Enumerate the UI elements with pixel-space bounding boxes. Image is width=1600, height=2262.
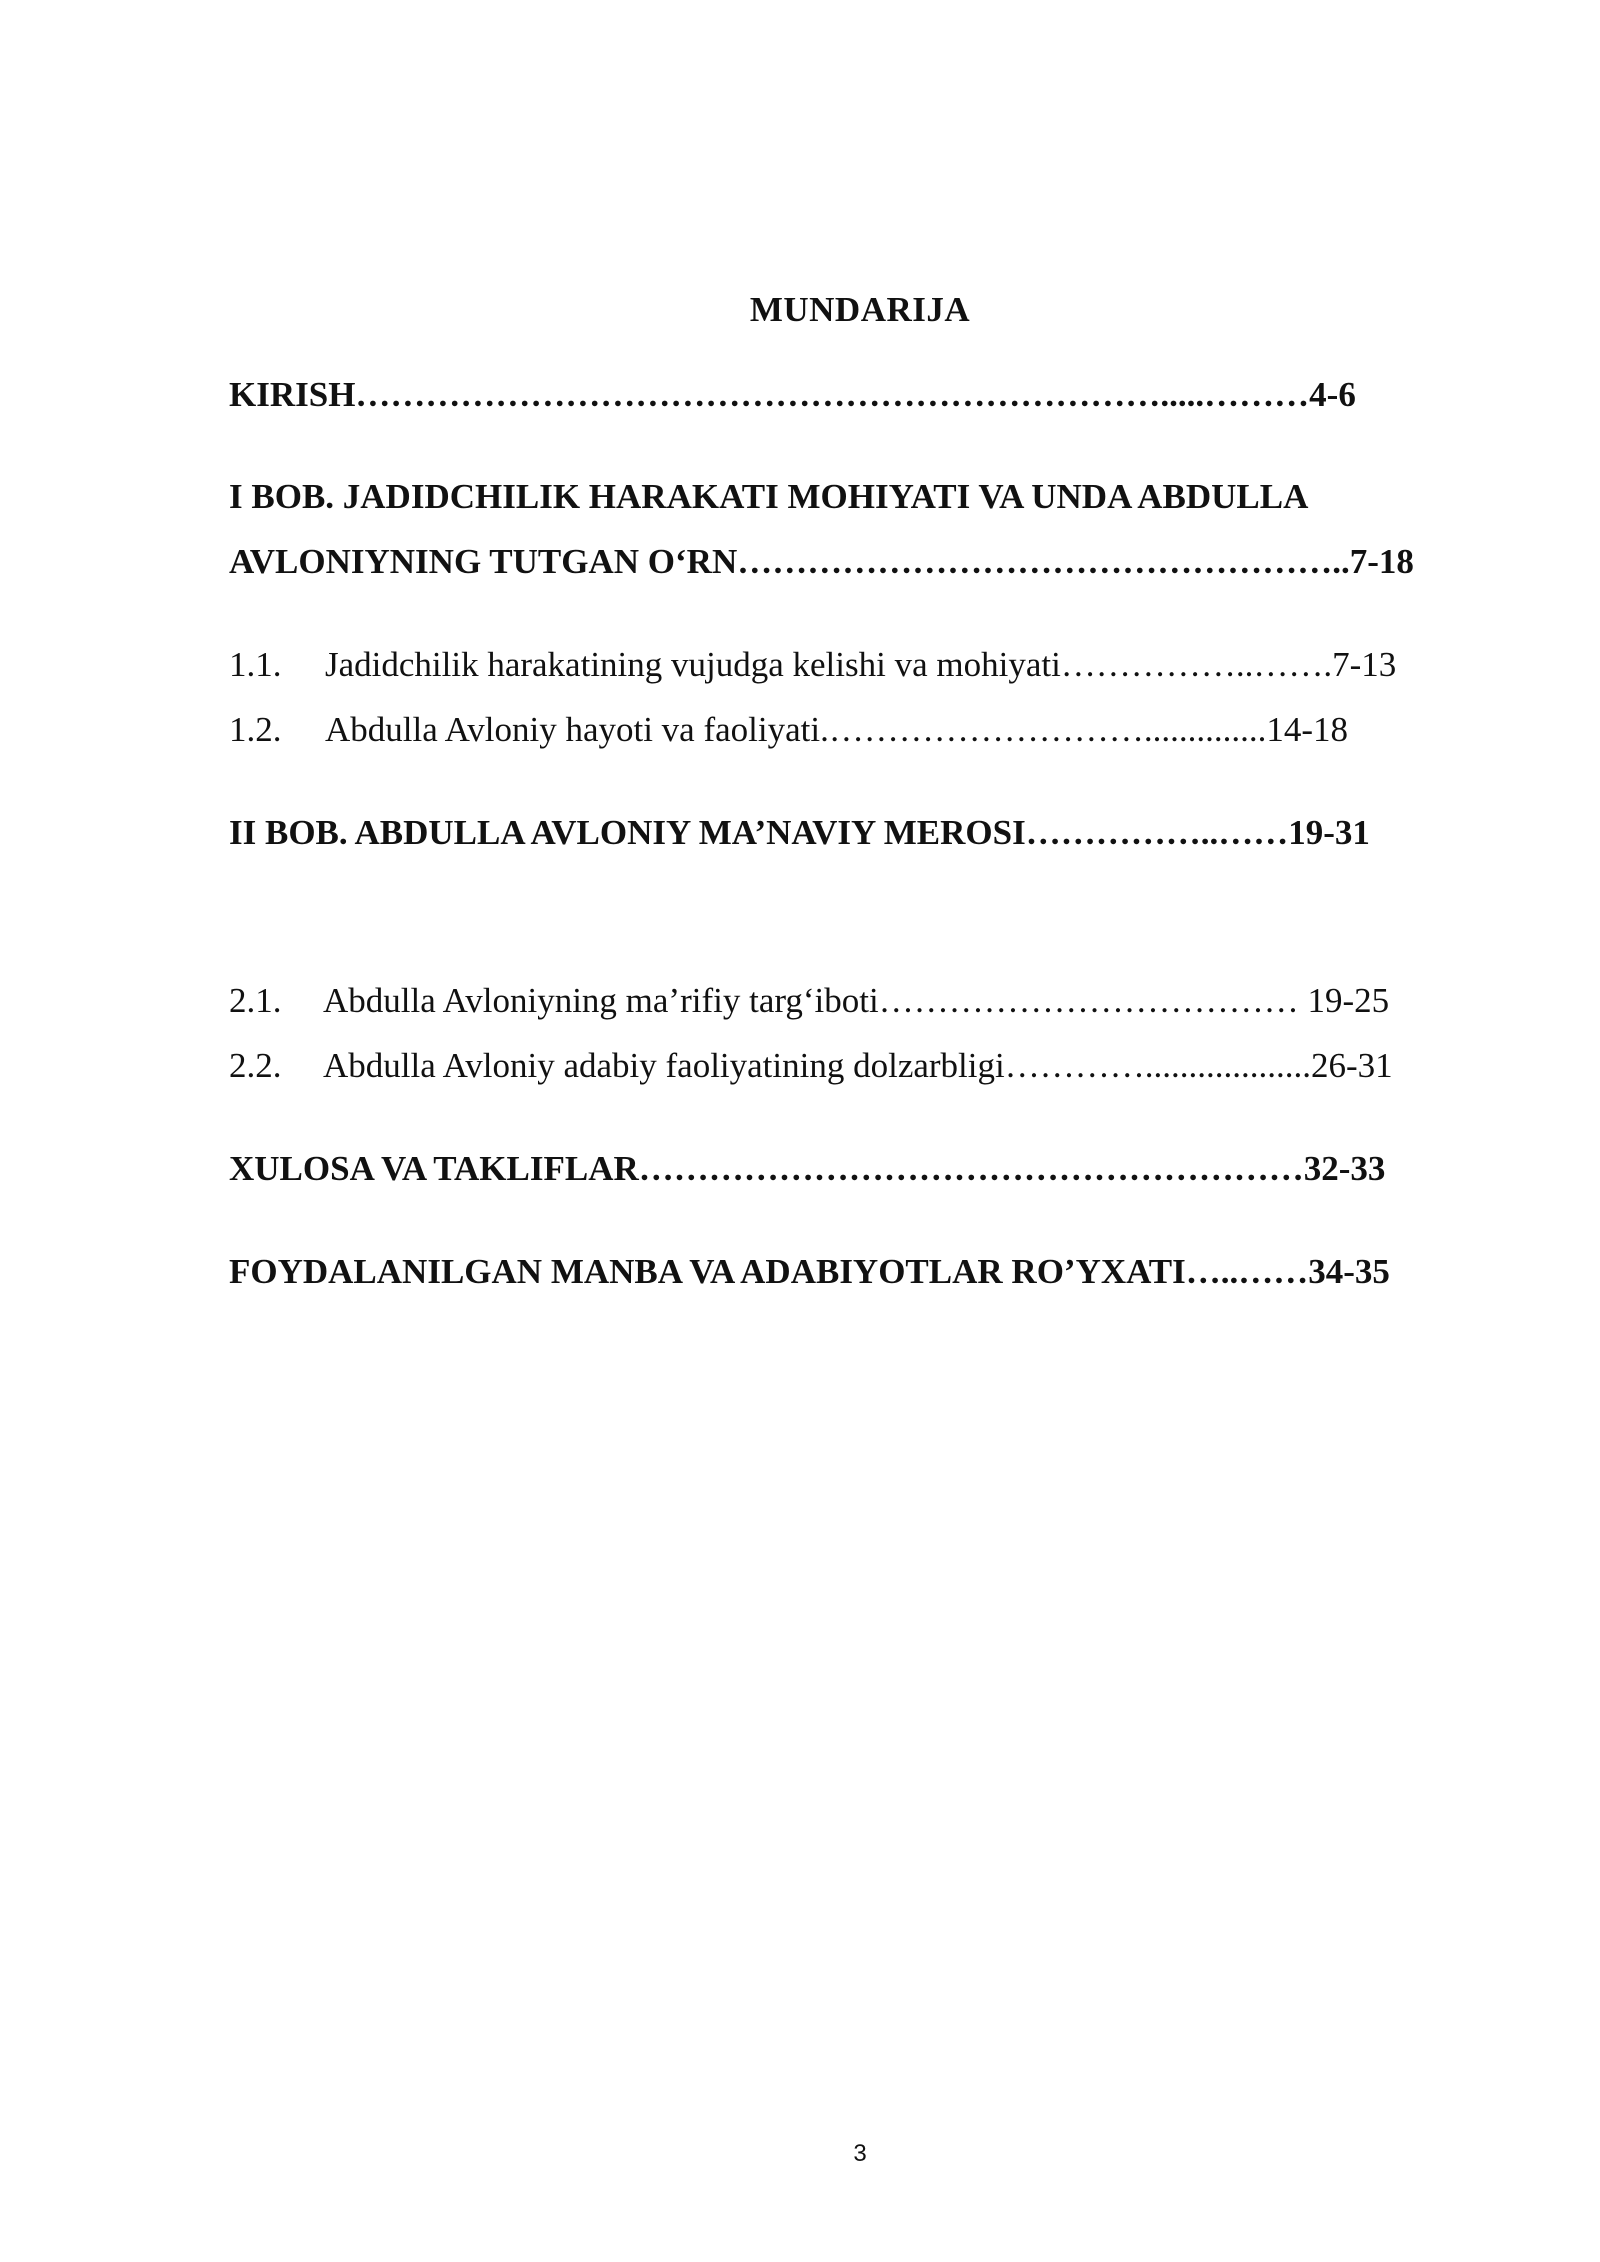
toc-entry-conclusion: XULOSA VA TAKLIFLAR…………………………………………………32-33 — [229, 1149, 1386, 1188]
toc-entry-references: FOYDALANILGAN MANBA VA ADABIYOTLAR RO’YXATI…..……34-35 — [229, 1252, 1390, 1291]
toc-entry-chapter2: II BOB. ABDULLA AVLONIY MA’NAVIY MEROSI……………..……19-31 — [229, 813, 1370, 852]
toc-entry-chapter1-line2: AVLONIYNING TUTGAN O‘RN……………………………………………..7-18 — [229, 542, 1414, 581]
page-number: 3 — [853, 2140, 867, 2167]
section-title: Abdulla Avloniy hayoti va faoliyati.………………………..............14-18 — [325, 710, 1348, 749]
section-number: 2.1. — [229, 981, 282, 1020]
section-title: Abdulla Avloniy adabiy faoliyatining dolzarbligi…………...................26-31 — [323, 1046, 1393, 1085]
toc-entry-section-2-1 — [229, 979, 1389, 1023]
toc-entry-section-1-1 — [229, 643, 1396, 687]
section-title: Abdulla Avloniyning ma’rifiy targ‘iboti……………………………… 19-25 — [323, 981, 1390, 1020]
section-number: 1.2. — [229, 710, 282, 749]
page-title: MUNDARIJA — [749, 290, 971, 329]
toc-entry-kirish: KIRISH…………………………………………………………….....………4-6 — [229, 375, 1356, 414]
toc-entry-section-2-2 — [229, 1044, 1393, 1088]
section-number: 1.1. — [229, 645, 282, 684]
section-number: 2.2. — [229, 1046, 282, 1085]
toc-entry-section-1-2 — [229, 708, 1348, 752]
section-title: Jadidchilik harakatining vujudga kelishi va mohiyati……………..…….7-13 — [325, 645, 1397, 684]
toc-entry-chapter1-line1: I BOB. JADIDCHILIK HARAKATI MOHIYATI VA UNDA ABDULLA — [229, 477, 1309, 516]
